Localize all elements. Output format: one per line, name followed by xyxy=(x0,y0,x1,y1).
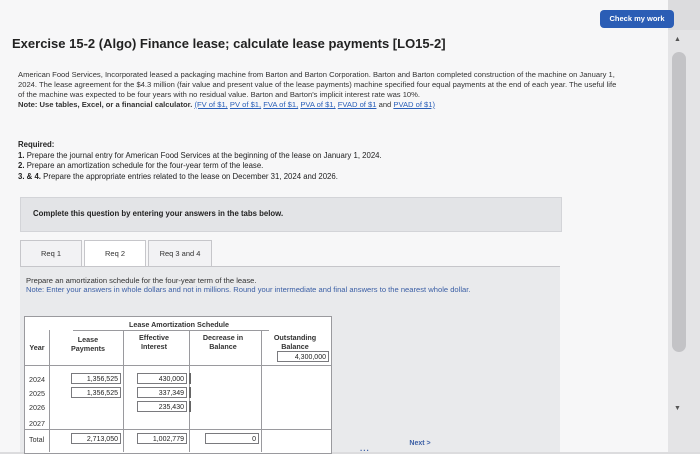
req2-note: Note: Enter your answers in whole dollars and not in millions. Round your intermediate and final answers to the nearest whole dollar. xyxy=(26,285,471,294)
header-outstanding-balance: Outstanding Balance xyxy=(273,333,317,351)
payment-input-2024[interactable]: 1,356,525 xyxy=(71,373,121,384)
decrease-input-2026[interactable] xyxy=(189,401,191,412)
header-effective-interest: Effective Interest xyxy=(139,333,169,351)
scroll-down-icon[interactable]: ▼ xyxy=(674,405,681,412)
link-fvad[interactable]: FVAD of $1 xyxy=(337,100,377,109)
total-decrease-input[interactable]: 0 xyxy=(205,433,259,444)
link-pvad[interactable]: PVAD of $1) xyxy=(393,100,436,109)
link-pv[interactable]: PV of $1, xyxy=(229,100,262,109)
note-label: Note: Use tables, Excel, or a financial calculator. xyxy=(18,100,193,109)
header-decrease-in-balance: Decrease in Balance xyxy=(202,333,244,351)
header-bottom-line xyxy=(25,365,331,366)
amortization-table xyxy=(24,316,332,454)
link-pva[interactable]: PVA of $1, xyxy=(300,100,336,109)
total-payment-input[interactable]: 2,713,050 xyxy=(71,433,121,444)
scroll-up-icon[interactable]: ▲ xyxy=(674,36,681,43)
tab-req-2[interactable]: Req 2 xyxy=(84,240,146,267)
check-my-work-button[interactable]: Check my work xyxy=(600,10,674,28)
col-divider xyxy=(123,330,124,452)
link-fva[interactable]: FVA of $1, xyxy=(263,100,299,109)
interest-input-2024[interactable]: 430,000 xyxy=(137,373,187,384)
tab-req-3-and-4[interactable]: Req 3 and 4 xyxy=(148,240,212,267)
next-button[interactable]: Next > xyxy=(409,440,431,447)
payment-input-2025[interactable]: 1,356,525 xyxy=(71,387,121,398)
row-year-2025: 2025 xyxy=(29,389,45,398)
col-divider xyxy=(261,330,262,452)
req2-instruction-text: Prepare an amortization schedule for the four-year term of the lease. xyxy=(26,276,257,285)
interest-input-2025[interactable]: 337,349 xyxy=(137,387,187,398)
total-line xyxy=(25,429,331,430)
col-divider xyxy=(49,330,50,452)
tab-req-1[interactable]: Req 1 xyxy=(20,240,82,267)
complete-question-text: Complete this question by entering your answers in the tabs below. xyxy=(33,209,284,218)
row-year-2024: 2024 xyxy=(29,375,45,384)
title-underline xyxy=(73,330,269,331)
link-fv[interactable]: (FV of $1, xyxy=(194,100,228,109)
total-interest-input[interactable]: 1,002,779 xyxy=(137,433,187,444)
header-year: Year xyxy=(29,343,45,352)
initial-balance-input[interactable]: 4,300,000 xyxy=(277,351,329,362)
decrease-input-2025[interactable] xyxy=(189,387,191,398)
more-options-ellipsis[interactable]: ... xyxy=(360,444,370,453)
interest-input-2026[interactable]: 235,430 xyxy=(137,401,187,412)
complete-question-box xyxy=(20,197,562,232)
table-title: Lease Amortization Schedule xyxy=(129,320,229,329)
total-label: Total xyxy=(29,435,45,444)
row-year-2027: 2027 xyxy=(29,419,45,428)
scrollbar-thumb[interactable] xyxy=(672,52,686,352)
required-item-2: 2. Prepare an amortization schedule for the four-year term of the lease. xyxy=(18,161,264,170)
link-and: and xyxy=(378,100,392,109)
description-text: American Food Services, Incorporated leased a packaging machine from Barton and Barton Corporation. Barton and Barton completed construction of the machine on January 1, 2024. The lease agreement for the $4.3 million (fair value and present value of the lease payments) machine specified four equal payments at the end of each year. The useful life of the machine was expected to be four years with no residual value. Barton and Barton's implicit interest rate was 10%. xyxy=(18,70,617,99)
decrease-input-2024[interactable] xyxy=(189,373,191,384)
required-label: Required: xyxy=(18,140,55,149)
required-item-3: 3. & 4. Prepare the appropriate entries related to the lease on December 31, 2024 and 2026. xyxy=(18,171,338,181)
row-year-2026: 2026 xyxy=(29,403,45,412)
req2-instructions xyxy=(26,276,556,294)
header-lease-payments: Lease Payments xyxy=(71,335,105,353)
exercise-description xyxy=(18,70,618,110)
required-section xyxy=(18,140,618,182)
exercise-title: Exercise 15-2 (Algo) Finance lease; calculate lease payments [LO15-2] xyxy=(12,36,446,51)
required-item-1: 1. Prepare the journal entry for American Food Services at the beginning of the lease on January 1, 2024. xyxy=(18,150,382,160)
